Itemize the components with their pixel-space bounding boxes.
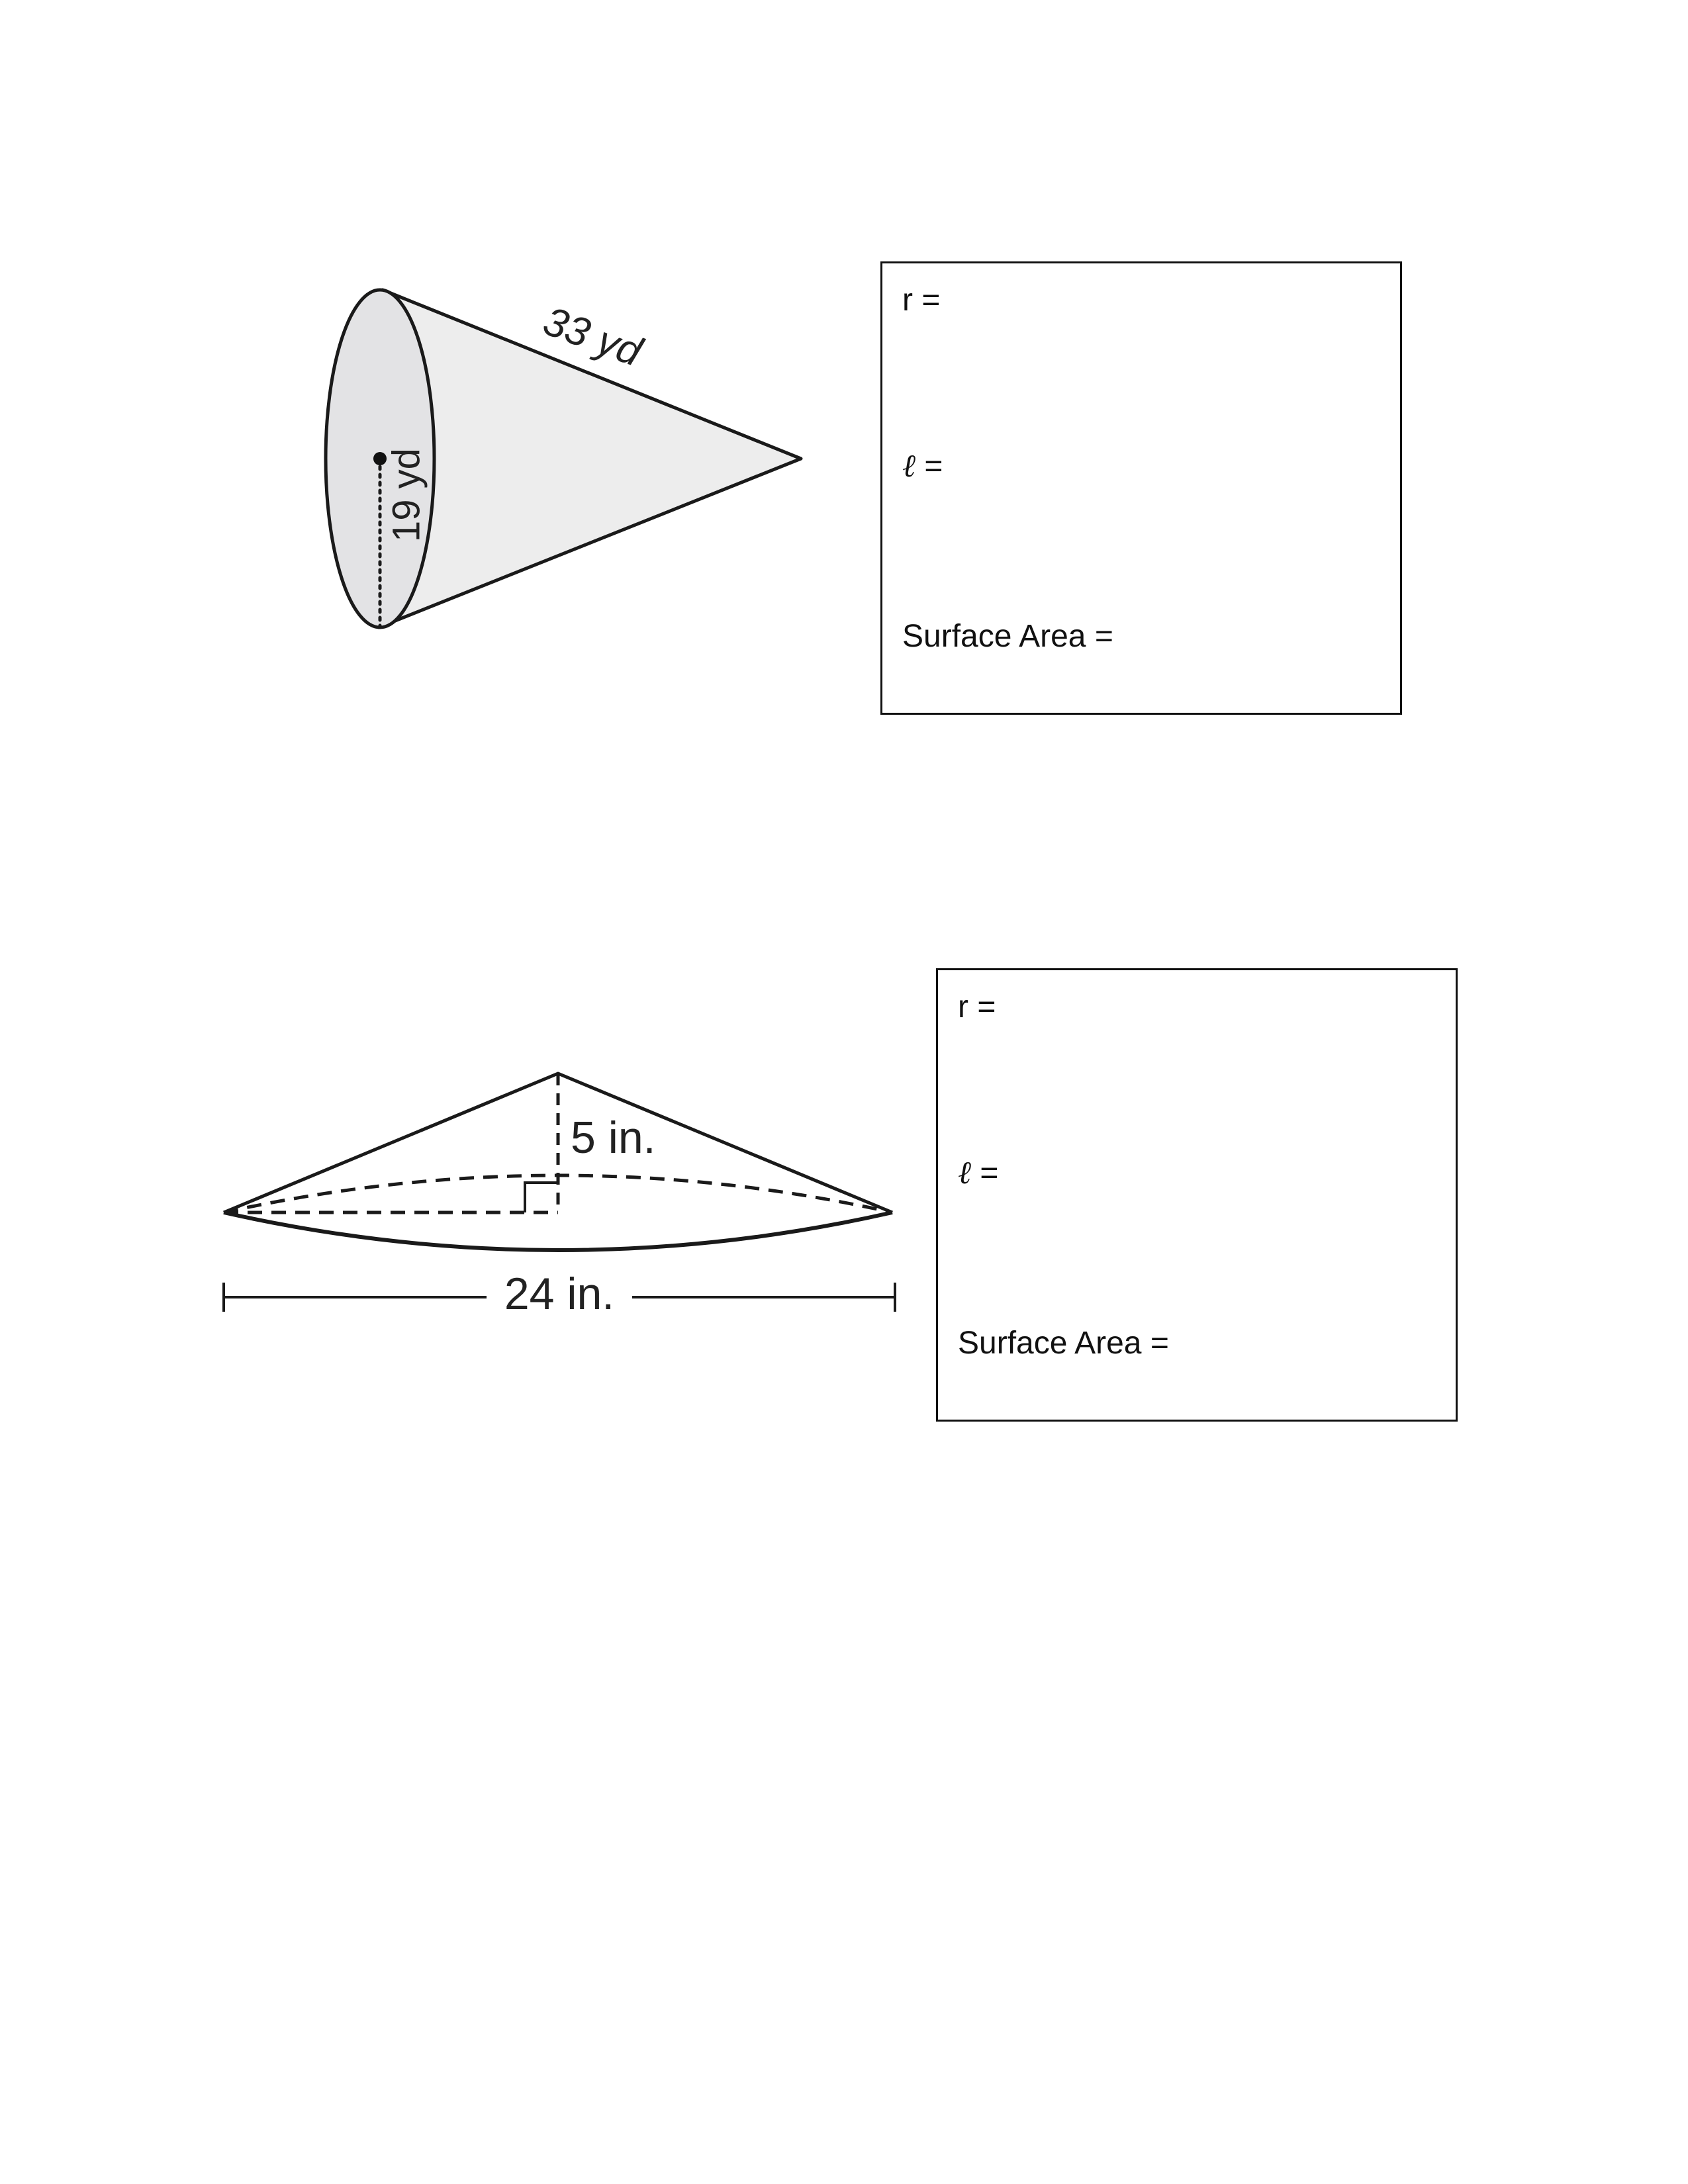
answer-box-2 [936, 968, 1458, 1422]
slant-height-symbol: ℓ [902, 447, 915, 484]
slant-height-equals: = [924, 449, 943, 484]
surface-area-prompt: Surface Area = [902, 619, 1113, 654]
slant-height-symbol: ℓ [958, 1154, 971, 1191]
cone-figure-2 [0, 0, 927, 1390]
radius-prompt: r = [958, 989, 996, 1024]
cone-1-slant-label: 33 yd [537, 298, 648, 376]
cone-1-radius-label: 19 yd [385, 448, 428, 542]
answer-box-1 [880, 261, 1402, 715]
radius-prompt: r = [902, 283, 941, 318]
cone-2-height-label: 5 in. [571, 1113, 656, 1163]
cone-2-diameter-label: 24 in. [504, 1268, 615, 1319]
cone-2-base-front-arc [224, 1212, 892, 1250]
surface-area-prompt: Surface Area = [958, 1326, 1169, 1361]
cone-2-right-angle-marker [525, 1183, 558, 1212]
slant-height-equals: = [980, 1156, 999, 1191]
slant-height-prompt [958, 1154, 999, 1191]
